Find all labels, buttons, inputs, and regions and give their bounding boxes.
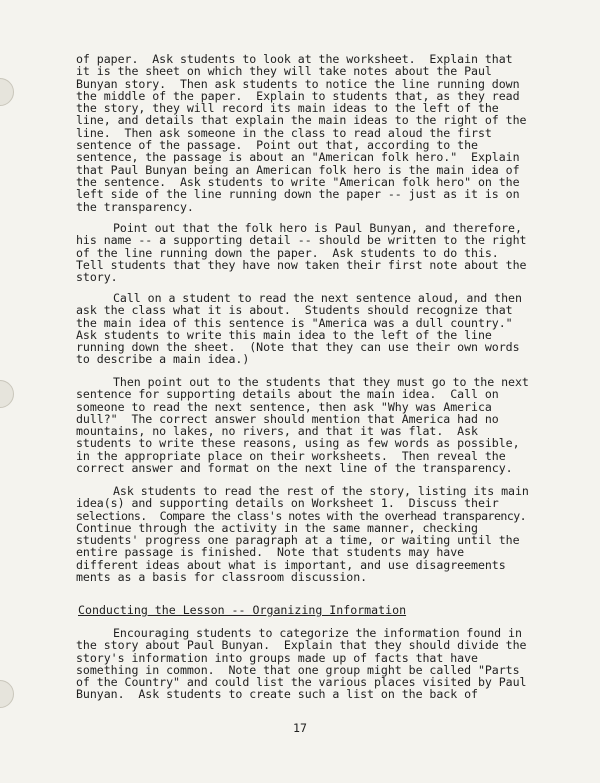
text-line: story's information into groups made up of facts that have: [76, 650, 478, 665]
text-line: Encouraging students to categorize the information found in: [113, 626, 522, 640]
text-line: that Paul Bunyan being an American folk hero is the main idea of: [76, 162, 520, 177]
binder-hole: [0, 380, 14, 408]
binder-hole: [0, 78, 14, 106]
text-line: idea(s) and supporting details on Worksheet 1. Discuss their: [76, 496, 499, 511]
text-line: the story about Paul Bunyan. Explain that they should divide the: [76, 638, 527, 653]
text-line: to describe a main idea.): [76, 352, 250, 367]
paragraph-worksheet-intro: [76, 53, 584, 213]
text-line: sentence, the passage is about an "American folk hero." Explain: [76, 150, 520, 165]
text-line: dull?" The correct answer should mention that America had no: [76, 411, 499, 426]
text-line: mountains, no lakes, no rivers, and that it was flat. Ask: [76, 424, 478, 439]
page-number: 17: [293, 721, 307, 735]
text-line: Call on a student to read the next sentence aloud, and then: [113, 291, 522, 305]
text-line: left side of the line running down the paper -- just as it is on: [76, 187, 520, 202]
text-line: it is the sheet on which they will take notes about the Paul: [76, 64, 492, 79]
text-line: of the Country" and could list the various places visited by Paul: [76, 675, 527, 690]
text-line: students to write these reasons, using as few words as possible,: [76, 436, 520, 451]
text-line: running down the sheet. (Note that they can use their own words: [76, 340, 520, 355]
text-line: the main idea of this sentence is "America was a dull country.": [76, 315, 513, 330]
text-line: someone to read the next sentence, then ask "Why was America: [76, 399, 492, 414]
text-line: Then point out to the students that they must go to the next: [113, 375, 529, 389]
text-line: the sentence. Ask students to write "American folk hero" on the: [76, 174, 520, 189]
text-line: the transparency.: [76, 199, 194, 214]
paragraph-folk-hero: [76, 222, 584, 283]
text-line: entire passage is finished. Note that students may have: [76, 545, 465, 560]
binder-hole: [0, 680, 14, 708]
text-line: Ask students to read the rest of the story, listing its main: [113, 484, 529, 498]
text-line: different ideas about what is important, and use disagreements: [76, 557, 506, 572]
text-line: the story, they will record its main ideas to the left of the: [76, 101, 499, 116]
text-line: story.: [76, 270, 118, 285]
text-line: Point out that the folk hero is Paul Bunyan, and therefore,: [113, 221, 522, 235]
text-line: correct answer and format on the next line of the transparency.: [76, 461, 513, 476]
text-line: line, and details that explain the main ideas to the right of the: [76, 113, 527, 128]
text-line: ments as a basis for classroom discussion.: [76, 570, 368, 585]
text-line: sentence of the passage. Point out that, according to the: [76, 138, 478, 153]
text-line: of paper. Ask students to look at the worksheet. Explain that: [76, 52, 513, 66]
text-line: something in common. Note that one group might be called "Parts: [76, 662, 520, 677]
text-line: the middle of the paper. Explain to students that, as they read: [76, 88, 520, 103]
text-line: Ask students to write this main idea to the left of the line: [76, 327, 492, 342]
text-line: of the line running down the paper. Ask students to do this.: [76, 245, 499, 260]
text-line: ask the class what it is about. Students should recognize that: [76, 303, 513, 318]
text-line: Bunyan. Ask students to create such a list on the back of: [76, 687, 478, 702]
section-heading: [78, 604, 406, 616]
text-line: line. Then ask someone in the class to read aloud the first: [76, 125, 492, 140]
paragraph-supporting-details: [76, 376, 584, 474]
text-line: in the appropriate place on their worksheets. Then reveal the: [76, 448, 506, 463]
paragraph-next-sentence: [76, 292, 584, 366]
text-line: students' progress one paragraph at a time, or waiting until the: [76, 533, 520, 548]
text-line: Tell students that they have now taken their first note about the: [76, 257, 527, 272]
text-line: selections. Compare the class's notes with the overhead transparency.: [76, 508, 527, 523]
text-line: his name -- a supporting detail -- should be written to the right: [76, 233, 527, 248]
section-heading-text: Conducting the Lesson -- Organizing Information: [78, 603, 407, 617]
text-line: Continue through the activity in the same manner, checking: [76, 520, 478, 535]
text-line: Bunyan story. Then ask students to notice the line running down: [76, 76, 520, 91]
text-line: sentence for supporting details about the main idea. Call on: [76, 387, 499, 402]
paragraph-organizing: [76, 627, 584, 701]
paragraph-rest-of-story: [76, 485, 584, 583]
